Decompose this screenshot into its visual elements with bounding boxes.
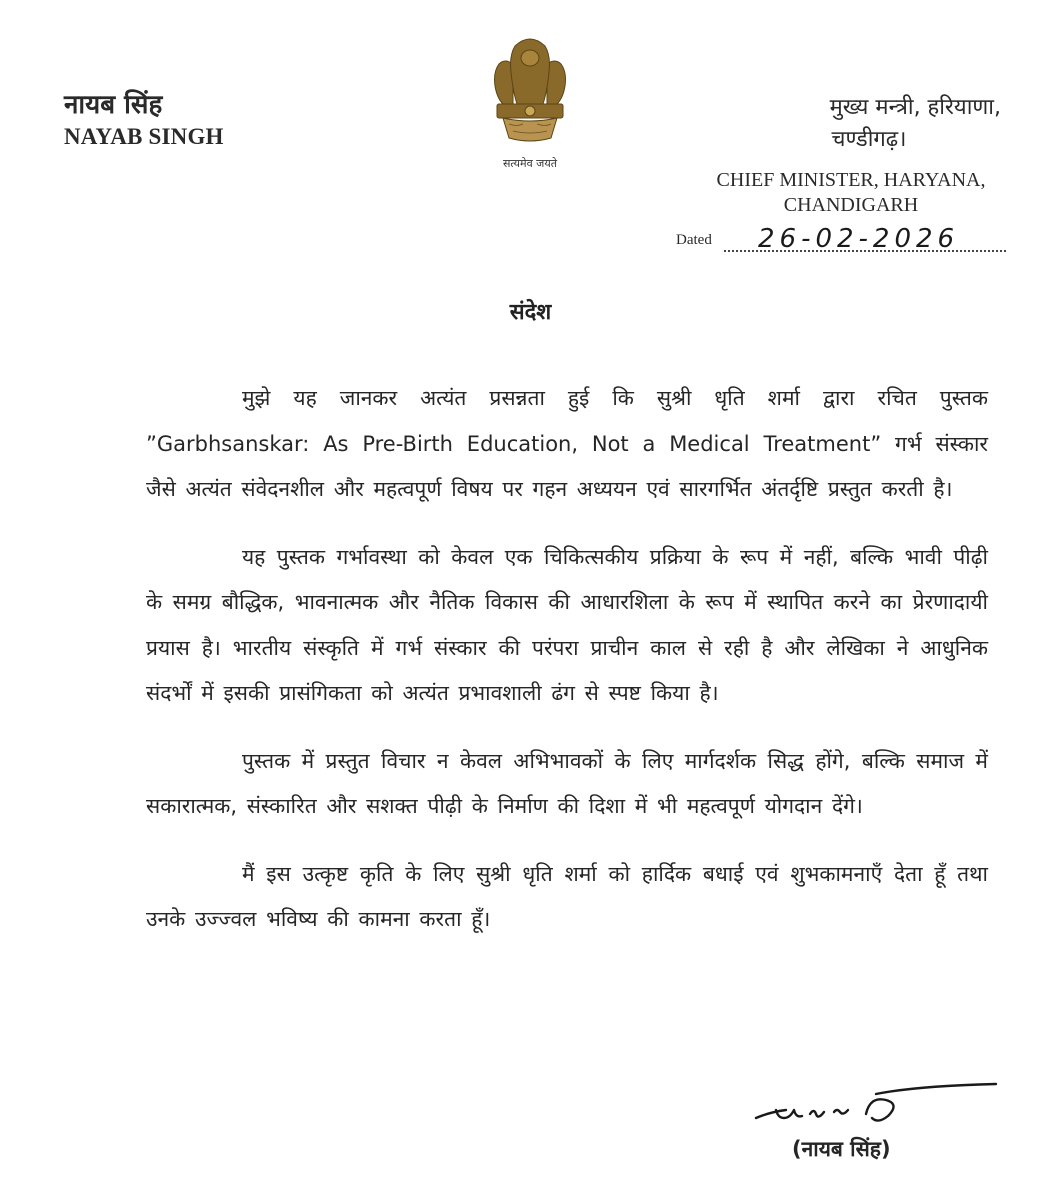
designation-english-line1: CHIEF MINISTER, HARYANA,	[716, 169, 986, 191]
dated-label: Dated	[676, 232, 712, 248]
paragraph-4: मैं इस उत्कृष्ट कृति के लिए सुश्री धृति शर्मा को हार्दिक बधाई एवं शुभकामनाएँ देता हूँ तथा उनके उज्ज्वल भविष्य की कामना करता हूँ।	[146, 861, 988, 931]
designation-block	[701, 92, 1001, 218]
designation-hindi-line2: चण्डीगढ़।	[831, 127, 907, 152]
sender-name-english: NAYAB SINGH	[64, 124, 224, 149]
designation-english-line2: CHANDIGARH	[783, 194, 919, 216]
letter-body	[146, 376, 988, 965]
paragraph-1: मुझे यह जानकर अत्यंत प्रसन्नता हुई कि सुश्री धृति शर्मा द्वारा रचित पुस्तक ”Garbhsanskar: As Pre-Birth Education, Not a Medical Treatment” गर्भ संस्कार जैसे अत्यंत संवेदनशील और महत्वपूर्ण विषय पर गहन अध्ययन एवं सारगर्भित अंतर्दृष्टि प्रस्तुत करती है।	[146, 386, 988, 501]
date-field	[676, 224, 1006, 254]
dated-value: 26-02-2026	[758, 224, 960, 254]
state-emblem	[470, 36, 590, 176]
emblem-motto: सत्यमेव जयते	[502, 157, 557, 170]
signatory-name: (नायब सिंह)	[792, 1137, 891, 1161]
sender-name-hindi: नायब सिंह	[64, 90, 163, 120]
lion-capital-emblem-icon	[485, 36, 575, 156]
designation-hindi-line1: मुख्य मन्त्री, हरियाणा,	[829, 95, 1001, 120]
handwritten-signature	[748, 1076, 1008, 1136]
paragraph-3: पुस्तक में प्रस्तुत विचार न केवल अभिभावकों के लिए मार्गदर्शक सिद्ध होंगे, बल्कि समाज में सकारात्मक, संस्कारित और सशक्त पीढ़ी के निर्माण की दिशा में भी महत्वपूर्ण योगदान देंगे।	[146, 748, 988, 818]
paragraph-2: यह पुस्तक गर्भावस्था को केवल एक चिकित्सकीय प्रक्रिया के रूप में नहीं, बल्कि भावी पीढ़ी के समग्र बौद्धिक, भावनात्मक और नैतिक विकास की आधारशिला के रूप में स्थापित करने का प्रेरणादायी प्रयास है। भारतीय संस्कृति में गर्भ संस्कार की परंपरा प्राचीन काल से रही है और लेखिका ने आधुनिक संदर्भों में इसकी प्रासंगिकता को अत्यंत प्रभावशाली ढंग से स्पष्ट किया है।	[146, 544, 988, 705]
sender-name-block	[64, 88, 224, 152]
letter-subject: संदेश	[509, 300, 552, 325]
